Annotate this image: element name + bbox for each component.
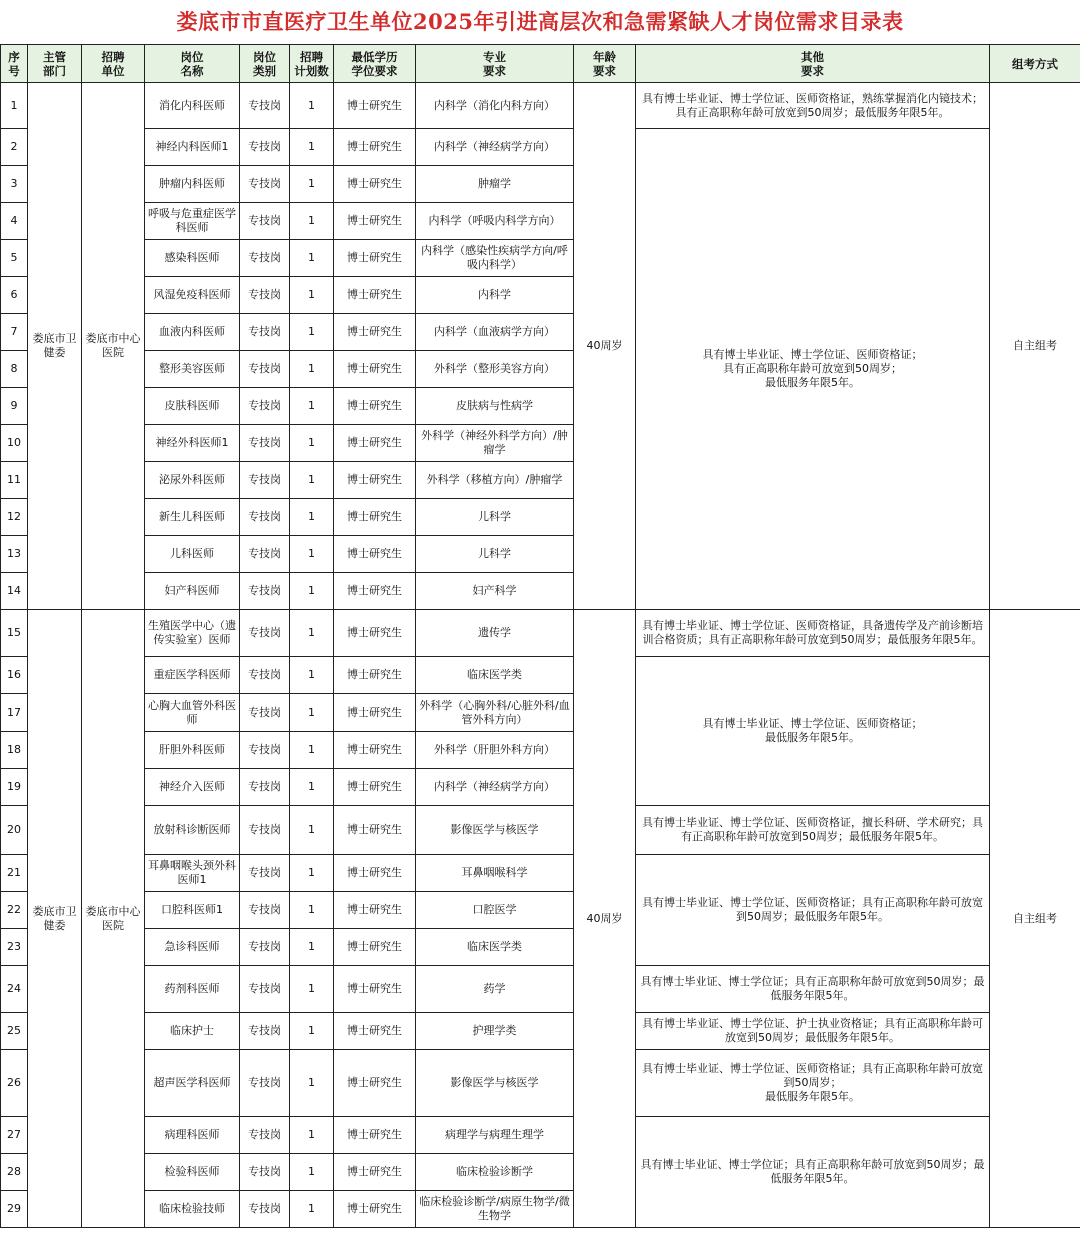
cell-plan: 1 bbox=[290, 1154, 334, 1191]
table-row bbox=[1, 855, 1080, 892]
cell-type: 专技岗 bbox=[240, 694, 290, 732]
cell-type: 专技岗 bbox=[240, 499, 290, 536]
cell-edu: 博士研究生 bbox=[334, 1191, 416, 1228]
cell-edu: 博士研究生 bbox=[334, 129, 416, 166]
cell-unit: 娄底市中心医院 bbox=[82, 610, 145, 1228]
cell-major: 遗传学 bbox=[416, 610, 574, 657]
cell-no: 2 bbox=[1, 129, 28, 166]
cell-plan: 1 bbox=[290, 277, 334, 314]
cell-major: 耳鼻咽喉科学 bbox=[416, 855, 574, 892]
cell-age: 40周岁 bbox=[574, 610, 636, 1228]
job-table bbox=[0, 44, 1080, 1228]
header-major: 专业 要求 bbox=[416, 45, 574, 83]
cell-edu: 博士研究生 bbox=[334, 425, 416, 462]
cell-no: 29 bbox=[1, 1191, 28, 1228]
cell-plan: 1 bbox=[290, 499, 334, 536]
cell-edu: 博士研究生 bbox=[334, 166, 416, 203]
cell-plan: 1 bbox=[290, 855, 334, 892]
header-other: 其他 要求 bbox=[636, 45, 990, 83]
cell-no: 25 bbox=[1, 1013, 28, 1050]
cell-major: 儿科学 bbox=[416, 536, 574, 573]
cell-no: 4 bbox=[1, 203, 28, 240]
cell-edu: 博士研究生 bbox=[334, 573, 416, 610]
cell-type: 专技岗 bbox=[240, 425, 290, 462]
cell-edu: 博士研究生 bbox=[334, 694, 416, 732]
cell-other: 具有博士毕业证、博士学位证、医师资格证，具备遗传学及产前诊断培训合格资质；具有正高职称年龄可放宽到50周岁；最低服务年限5年。 bbox=[636, 610, 990, 657]
cell-major: 儿科学 bbox=[416, 499, 574, 536]
cell-no: 14 bbox=[1, 573, 28, 610]
header-row bbox=[1, 45, 1080, 83]
cell-type: 专技岗 bbox=[240, 929, 290, 966]
cell-plan: 1 bbox=[290, 425, 334, 462]
header-unit: 招聘 单位 bbox=[82, 45, 145, 83]
cell-edu: 博士研究生 bbox=[334, 966, 416, 1013]
cell-type: 专技岗 bbox=[240, 351, 290, 388]
cell-post: 临床检验技师 bbox=[145, 1191, 240, 1228]
cell-type: 专技岗 bbox=[240, 1191, 290, 1228]
cell-edu: 博士研究生 bbox=[334, 1154, 416, 1191]
cell-no: 5 bbox=[1, 240, 28, 277]
cell-plan: 1 bbox=[290, 388, 334, 425]
cell-post: 口腔科医师1 bbox=[145, 892, 240, 929]
table-row bbox=[1, 1117, 1080, 1154]
cell-post: 耳鼻咽喉头颈外科医师1 bbox=[145, 855, 240, 892]
cell-no: 24 bbox=[1, 966, 28, 1013]
cell-type: 专技岗 bbox=[240, 83, 290, 129]
cell-post: 临床护士 bbox=[145, 1013, 240, 1050]
cell-post: 肝胆外科医师 bbox=[145, 732, 240, 769]
cell-no: 19 bbox=[1, 769, 28, 806]
cell-major: 外科学（心胸外科/心脏外科/血管外科方向） bbox=[416, 694, 574, 732]
cell-major: 外科学（肝胆外科方向） bbox=[416, 732, 574, 769]
cell-major: 内科学（呼吸内科学方向） bbox=[416, 203, 574, 240]
cell-edu: 博士研究生 bbox=[334, 351, 416, 388]
cell-no: 10 bbox=[1, 425, 28, 462]
cell-plan: 1 bbox=[290, 769, 334, 806]
cell-type: 专技岗 bbox=[240, 892, 290, 929]
cell-edu: 博士研究生 bbox=[334, 277, 416, 314]
cell-edu: 博士研究生 bbox=[334, 1050, 416, 1117]
cell-type: 专技岗 bbox=[240, 855, 290, 892]
cell-type: 专技岗 bbox=[240, 806, 290, 855]
cell-edu: 博士研究生 bbox=[334, 1117, 416, 1154]
header-age: 年龄 要求 bbox=[574, 45, 636, 83]
cell-other: 具有博士毕业证、博士学位证；具有正高职称年龄可放宽到50周岁；最低服务年限5年。 bbox=[636, 966, 990, 1013]
cell-age: 40周岁 bbox=[574, 83, 636, 610]
cell-edu: 博士研究生 bbox=[334, 240, 416, 277]
cell-other: 具有博士毕业证、博士学位证、医师资格证； 具有正高职称年龄可放宽到50周岁； 最低服务年限5年。 bbox=[636, 129, 990, 610]
cell-post: 检验科医师 bbox=[145, 1154, 240, 1191]
cell-no: 26 bbox=[1, 1050, 28, 1117]
cell-plan: 1 bbox=[290, 166, 334, 203]
cell-major: 内科学（神经病学方向） bbox=[416, 129, 574, 166]
cell-plan: 1 bbox=[290, 536, 334, 573]
cell-major: 内科学（血液病学方向） bbox=[416, 314, 574, 351]
table-row bbox=[1, 1050, 1080, 1117]
cell-edu: 博士研究生 bbox=[334, 769, 416, 806]
table-row bbox=[1, 610, 1080, 657]
cell-major: 临床医学类 bbox=[416, 657, 574, 694]
cell-post: 泌尿外科医师 bbox=[145, 462, 240, 499]
cell-unit: 娄底市中心医院 bbox=[82, 83, 145, 610]
cell-plan: 1 bbox=[290, 1050, 334, 1117]
cell-no: 1 bbox=[1, 83, 28, 129]
cell-type: 专技岗 bbox=[240, 166, 290, 203]
cell-edu: 博士研究生 bbox=[334, 855, 416, 892]
cell-no: 20 bbox=[1, 806, 28, 855]
cell-major: 皮肤病与性病学 bbox=[416, 388, 574, 425]
cell-type: 专技岗 bbox=[240, 1050, 290, 1117]
cell-other: 具有博士毕业证、博士学位证、医师资格证；具有正高职称年龄可放宽到50周岁； 最低服务年限5年。 bbox=[636, 1050, 990, 1117]
cell-no: 8 bbox=[1, 351, 28, 388]
cell-plan: 1 bbox=[290, 1191, 334, 1228]
table-row bbox=[1, 1013, 1080, 1050]
cell-other: 具有博士毕业证、博士学位证、护士执业资格证；具有正高职称年龄可放宽到50周岁；最低服务年限5年。 bbox=[636, 1013, 990, 1050]
cell-major: 护理学类 bbox=[416, 1013, 574, 1050]
cell-plan: 1 bbox=[290, 83, 334, 129]
cell-no: 6 bbox=[1, 277, 28, 314]
cell-type: 专技岗 bbox=[240, 462, 290, 499]
cell-post: 神经介入医师 bbox=[145, 769, 240, 806]
cell-major: 病理学与病理生理学 bbox=[416, 1117, 574, 1154]
cell-post: 整形美容医师 bbox=[145, 351, 240, 388]
cell-type: 专技岗 bbox=[240, 610, 290, 657]
cell-plan: 1 bbox=[290, 657, 334, 694]
cell-plan: 1 bbox=[290, 892, 334, 929]
cell-no: 28 bbox=[1, 1154, 28, 1191]
header-dept: 主管 部门 bbox=[28, 45, 82, 83]
cell-no: 27 bbox=[1, 1117, 28, 1154]
cell-type: 专技岗 bbox=[240, 203, 290, 240]
cell-no: 16 bbox=[1, 657, 28, 694]
cell-no: 21 bbox=[1, 855, 28, 892]
cell-post: 风湿免疫科医师 bbox=[145, 277, 240, 314]
cell-post: 儿科医师 bbox=[145, 536, 240, 573]
cell-major: 外科学（移植方向）/肿瘤学 bbox=[416, 462, 574, 499]
cell-other: 具有博士毕业证、博士学位证、医师资格证；具有正高职称年龄可放宽到50周岁；最低服务年限5年。 bbox=[636, 855, 990, 966]
cell-plan: 1 bbox=[290, 966, 334, 1013]
cell-major: 影像医学与核医学 bbox=[416, 806, 574, 855]
table-row bbox=[1, 657, 1080, 694]
cell-major: 影像医学与核医学 bbox=[416, 1050, 574, 1117]
cell-post: 消化内科医师 bbox=[145, 83, 240, 129]
cell-plan: 1 bbox=[290, 929, 334, 966]
header-plan: 招聘 计划数 bbox=[290, 45, 334, 83]
cell-plan: 1 bbox=[290, 1013, 334, 1050]
table-row bbox=[1, 806, 1080, 855]
cell-other: 具有博士毕业证、博士学位证、医师资格证，熟练掌握消化内镜技术；具有正高职称年龄可放宽到50周岁；最低服务年限5年。 bbox=[636, 83, 990, 129]
cell-edu: 博士研究生 bbox=[334, 536, 416, 573]
cell-dept: 娄底市卫健委 bbox=[28, 83, 82, 610]
cell-major: 内科学（神经病学方向） bbox=[416, 769, 574, 806]
cell-major: 内科学（消化内科方向） bbox=[416, 83, 574, 129]
cell-other: 具有博士毕业证、博士学位证、医师资格证； 最低服务年限5年。 bbox=[636, 657, 990, 806]
cell-major: 口腔医学 bbox=[416, 892, 574, 929]
cell-other: 具有博士毕业证、博士学位证；具有正高职称年龄可放宽到50周岁；最低服务年限5年。 bbox=[636, 1117, 990, 1228]
cell-plan: 1 bbox=[290, 694, 334, 732]
table-row bbox=[1, 966, 1080, 1013]
cell-no: 17 bbox=[1, 694, 28, 732]
cell-no: 18 bbox=[1, 732, 28, 769]
cell-edu: 博士研究生 bbox=[334, 83, 416, 129]
cell-type: 专技岗 bbox=[240, 1013, 290, 1050]
cell-type: 专技岗 bbox=[240, 536, 290, 573]
cell-edu: 博士研究生 bbox=[334, 657, 416, 694]
cell-post: 病理科医师 bbox=[145, 1117, 240, 1154]
cell-type: 专技岗 bbox=[240, 657, 290, 694]
cell-edu: 博士研究生 bbox=[334, 1013, 416, 1050]
page-title: 娄底市市直医疗卫生单位2025年引进高层次和急需紧缺人才岗位需求目录表 bbox=[176, 9, 904, 34]
cell-edu: 博士研究生 bbox=[334, 806, 416, 855]
cell-major: 临床检验诊断学 bbox=[416, 1154, 574, 1191]
cell-post: 感染科医师 bbox=[145, 240, 240, 277]
cell-plan: 1 bbox=[290, 129, 334, 166]
cell-post: 血液内科医师 bbox=[145, 314, 240, 351]
cell-post: 皮肤科医师 bbox=[145, 388, 240, 425]
cell-edu: 博士研究生 bbox=[334, 499, 416, 536]
cell-type: 专技岗 bbox=[240, 388, 290, 425]
cell-edu: 博士研究生 bbox=[334, 892, 416, 929]
cell-post: 急诊科医师 bbox=[145, 929, 240, 966]
header-exam: 组考方式 bbox=[990, 45, 1080, 83]
table-row bbox=[1, 83, 1080, 129]
cell-type: 专技岗 bbox=[240, 240, 290, 277]
cell-exam: 自主组考 bbox=[990, 83, 1080, 610]
cell-edu: 博士研究生 bbox=[334, 929, 416, 966]
cell-edu: 博士研究生 bbox=[334, 732, 416, 769]
cell-plan: 1 bbox=[290, 610, 334, 657]
cell-post: 药剂科医师 bbox=[145, 966, 240, 1013]
header-seq: 序 号 bbox=[1, 45, 28, 83]
cell-type: 专技岗 bbox=[240, 1117, 290, 1154]
cell-plan: 1 bbox=[290, 806, 334, 855]
cell-plan: 1 bbox=[290, 573, 334, 610]
cell-exam: 自主组考 bbox=[990, 610, 1080, 1228]
cell-dept: 娄底市卫健委 bbox=[28, 610, 82, 1228]
cell-post: 神经外科医师1 bbox=[145, 425, 240, 462]
cell-post: 生殖医学中心（遗传实验室）医师 bbox=[145, 610, 240, 657]
cell-post: 放射科诊断医师 bbox=[145, 806, 240, 855]
cell-post: 重症医学科医师 bbox=[145, 657, 240, 694]
cell-plan: 1 bbox=[290, 1117, 334, 1154]
cell-major: 药学 bbox=[416, 966, 574, 1013]
cell-edu: 博士研究生 bbox=[334, 462, 416, 499]
cell-major: 外科学（整形美容方向） bbox=[416, 351, 574, 388]
cell-post: 超声医学科医师 bbox=[145, 1050, 240, 1117]
cell-no: 9 bbox=[1, 388, 28, 425]
cell-no: 12 bbox=[1, 499, 28, 536]
cell-major: 临床检验诊断学/病原生物学/微生物学 bbox=[416, 1191, 574, 1228]
cell-type: 专技岗 bbox=[240, 1154, 290, 1191]
cell-major: 内科学（感染性疾病学方向/呼吸内科学） bbox=[416, 240, 574, 277]
cell-type: 专技岗 bbox=[240, 732, 290, 769]
cell-post: 妇产科医师 bbox=[145, 573, 240, 610]
cell-major: 外科学（神经外科学方向）/肿瘤学 bbox=[416, 425, 574, 462]
cell-no: 7 bbox=[1, 314, 28, 351]
cell-type: 专技岗 bbox=[240, 966, 290, 1013]
cell-post: 心胸大血管外科医师 bbox=[145, 694, 240, 732]
cell-post: 呼吸与危重症医学科医师 bbox=[145, 203, 240, 240]
cell-edu: 博士研究生 bbox=[334, 610, 416, 657]
table-row bbox=[1, 129, 1080, 166]
cell-post: 神经内科医师1 bbox=[145, 129, 240, 166]
cell-no: 13 bbox=[1, 536, 28, 573]
cell-other: 具有博士毕业证、博士学位证、医师资格证，擅长科研、学术研究；具有正高职称年龄可放宽到50周岁；最低服务年限5年。 bbox=[636, 806, 990, 855]
cell-post: 新生儿科医师 bbox=[145, 499, 240, 536]
header-type: 岗位 类别 bbox=[240, 45, 290, 83]
cell-major: 临床医学类 bbox=[416, 929, 574, 966]
cell-type: 专技岗 bbox=[240, 314, 290, 351]
cell-no: 23 bbox=[1, 929, 28, 966]
cell-major: 内科学 bbox=[416, 277, 574, 314]
cell-plan: 1 bbox=[290, 314, 334, 351]
cell-plan: 1 bbox=[290, 732, 334, 769]
cell-plan: 1 bbox=[290, 462, 334, 499]
cell-major: 妇产科学 bbox=[416, 573, 574, 610]
cell-edu: 博士研究生 bbox=[334, 314, 416, 351]
header-edu: 最低学历 学位要求 bbox=[334, 45, 416, 83]
cell-no: 22 bbox=[1, 892, 28, 929]
cell-type: 专技岗 bbox=[240, 129, 290, 166]
cell-no: 15 bbox=[1, 610, 28, 657]
cell-plan: 1 bbox=[290, 351, 334, 388]
cell-plan: 1 bbox=[290, 203, 334, 240]
cell-type: 专技岗 bbox=[240, 573, 290, 610]
cell-major: 肿瘤学 bbox=[416, 166, 574, 203]
cell-type: 专技岗 bbox=[240, 277, 290, 314]
cell-plan: 1 bbox=[290, 240, 334, 277]
cell-post: 肿瘤内科医师 bbox=[145, 166, 240, 203]
cell-edu: 博士研究生 bbox=[334, 203, 416, 240]
cell-type: 专技岗 bbox=[240, 769, 290, 806]
cell-no: 11 bbox=[1, 462, 28, 499]
cell-no: 3 bbox=[1, 166, 28, 203]
header-post: 岗位 名称 bbox=[145, 45, 240, 83]
cell-edu: 博士研究生 bbox=[334, 388, 416, 425]
